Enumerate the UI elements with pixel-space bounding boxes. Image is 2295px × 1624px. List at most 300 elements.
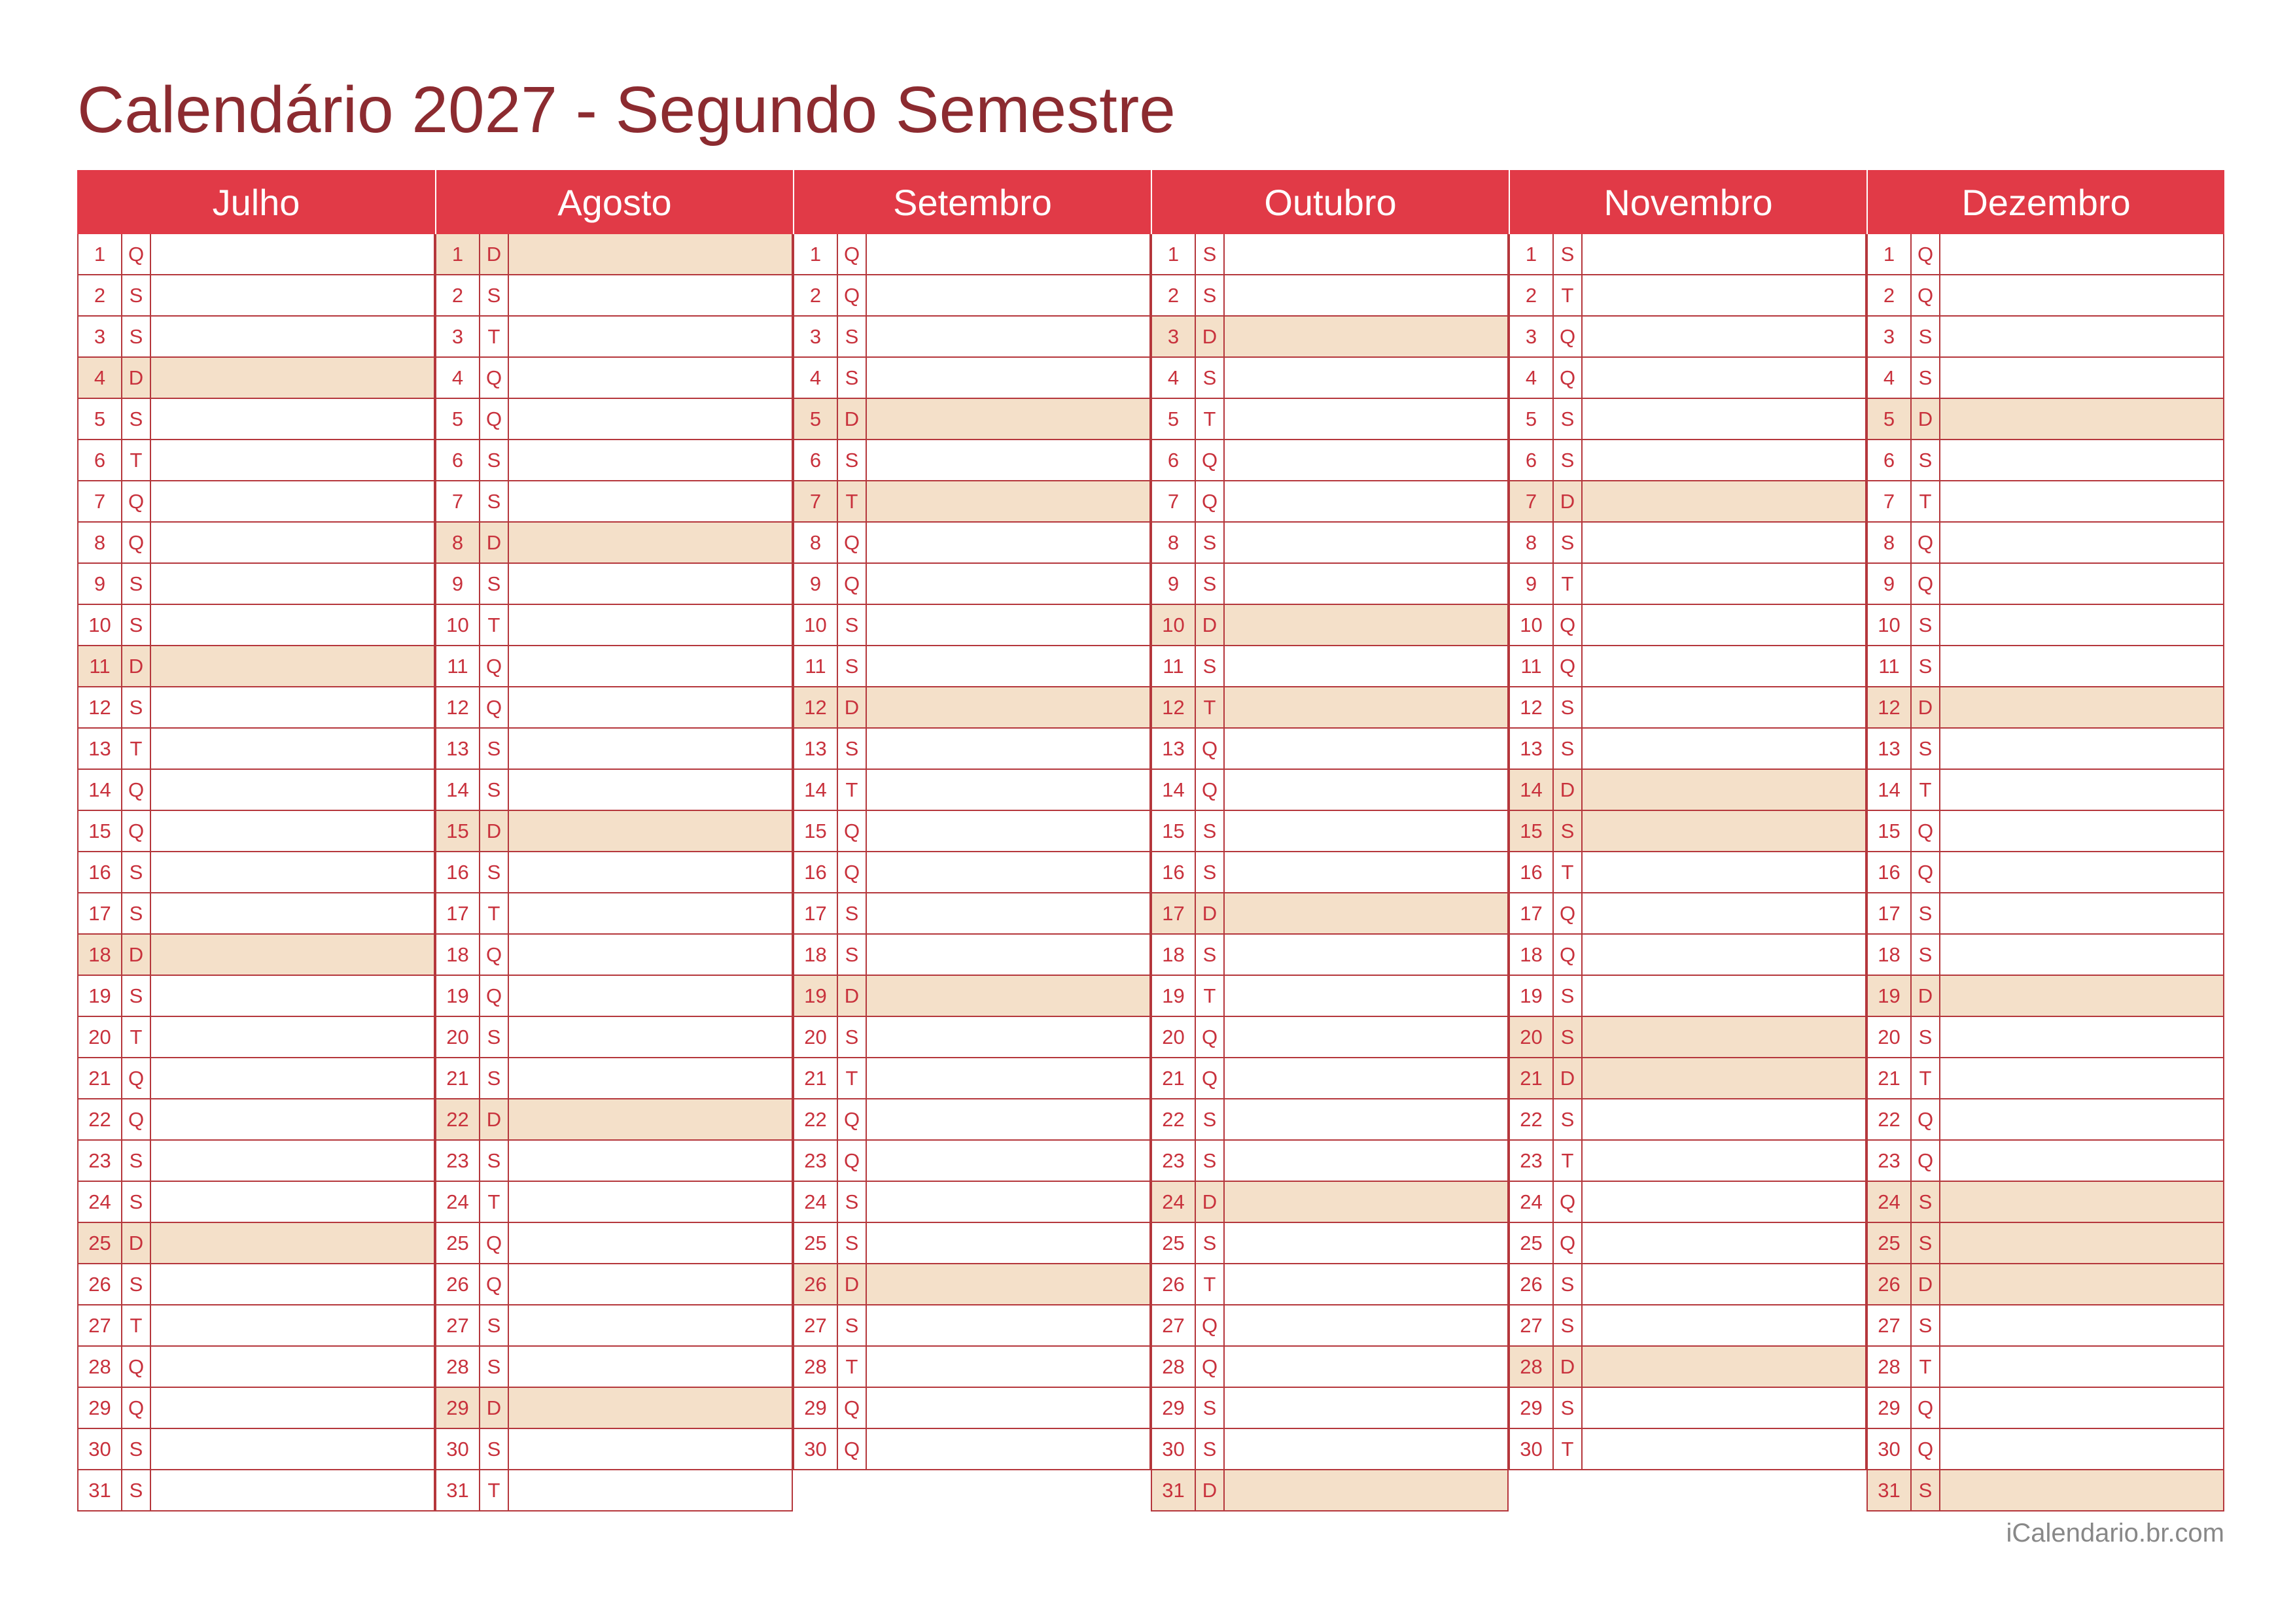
- note-space: [1940, 1058, 2223, 1098]
- day-number: 5: [79, 399, 122, 439]
- note-space: [1940, 893, 2223, 933]
- weekday-letter: S: [1912, 1017, 1940, 1057]
- day-row: [793, 687, 1151, 729]
- weekday-letter: S: [122, 564, 151, 604]
- day-number: 7: [794, 481, 838, 521]
- weekday-letter: Q: [1912, 1141, 1940, 1181]
- weekday-letter: Q: [1196, 1305, 1225, 1345]
- note-space: [151, 1058, 434, 1098]
- weekday-letter: S: [480, 1141, 509, 1181]
- weekday-letter: D: [838, 1264, 867, 1304]
- weekday-letter: Q: [1196, 1017, 1225, 1057]
- day-number: 28: [1868, 1347, 1912, 1387]
- weekday-letter: T: [122, 440, 151, 480]
- day-number: 29: [79, 1388, 122, 1428]
- day-row: [793, 1347, 1151, 1388]
- weekday-letter: Q: [1196, 729, 1225, 769]
- weekday-letter: Q: [122, 481, 151, 521]
- note-space: [1940, 1264, 2223, 1304]
- day-number: 5: [1868, 399, 1912, 439]
- note-space: [509, 770, 792, 810]
- day-number: 29: [1152, 1388, 1196, 1428]
- weekday-letter: Q: [1912, 811, 1940, 851]
- note-space: [151, 893, 434, 933]
- day-row: [793, 1223, 1151, 1264]
- weekday-letter: Q: [1554, 646, 1583, 686]
- day-row: [77, 1182, 435, 1223]
- weekday-letter: Q: [1912, 852, 1940, 892]
- day-number: 14: [436, 770, 480, 810]
- day-number: 19: [1152, 976, 1196, 1016]
- day-row: [435, 605, 793, 646]
- day-number: 4: [1152, 358, 1196, 398]
- day-row: [435, 770, 793, 811]
- weekday-letter: T: [1912, 1347, 1940, 1387]
- note-space: [867, 399, 1149, 439]
- day-number: 21: [79, 1058, 122, 1098]
- note-space: [867, 770, 1149, 810]
- day-number: 30: [436, 1429, 480, 1469]
- weekday-letter: Q: [1554, 893, 1583, 933]
- day-number: 19: [794, 976, 838, 1016]
- day-row: [1151, 687, 1509, 729]
- day-number: 27: [436, 1305, 480, 1345]
- day-number: 26: [1868, 1264, 1912, 1304]
- weekday-letter: Q: [838, 1429, 867, 1469]
- note-space: [1225, 564, 1507, 604]
- weekday-letter: D: [1196, 317, 1225, 356]
- weekday-letter: S: [1912, 317, 1940, 356]
- weekday-letter: D: [480, 234, 509, 274]
- note-space: [1583, 523, 1865, 562]
- weekday-letter: S: [480, 729, 509, 769]
- note-space: [1583, 440, 1865, 480]
- note-space: [1583, 976, 1865, 1016]
- day-number: 20: [1510, 1017, 1554, 1057]
- day-row: [435, 976, 793, 1017]
- day-number: 29: [794, 1388, 838, 1428]
- day-number: 22: [1868, 1099, 1912, 1139]
- note-space: [867, 234, 1149, 274]
- day-number: 30: [1868, 1429, 1912, 1469]
- weekday-letter: S: [838, 1017, 867, 1057]
- weekday-letter: S: [122, 605, 151, 645]
- day-row: [1151, 729, 1509, 770]
- weekday-letter: S: [1196, 523, 1225, 562]
- note-space: [867, 1388, 1149, 1428]
- weekday-letter: Q: [1912, 1388, 1940, 1428]
- day-row: [1866, 399, 2224, 440]
- month-header: Setembro: [793, 170, 1151, 234]
- day-number: 17: [1510, 893, 1554, 933]
- day-number: 3: [1152, 317, 1196, 356]
- note-space: [1583, 1429, 1865, 1469]
- day-row: [1509, 399, 1866, 440]
- day-row: [1151, 1017, 1509, 1058]
- day-number: 24: [79, 1182, 122, 1222]
- day-row: [1866, 523, 2224, 564]
- day-row: [1866, 275, 2224, 317]
- note-space: [509, 1099, 792, 1139]
- day-number: 17: [436, 893, 480, 933]
- day-row: [1151, 893, 1509, 935]
- weekday-letter: Q: [1912, 234, 1940, 274]
- weekday-letter: S: [480, 770, 509, 810]
- weekday-letter: Q: [122, 811, 151, 851]
- note-space: [1225, 358, 1507, 398]
- calendar-grid: [77, 170, 2224, 1512]
- weekday-letter: Q: [1554, 935, 1583, 975]
- day-number: 11: [1152, 646, 1196, 686]
- note-space: [867, 852, 1149, 892]
- note-space: [509, 1264, 792, 1304]
- weekday-letter: D: [1912, 399, 1940, 439]
- day-row: [793, 646, 1151, 687]
- day-row: [435, 1017, 793, 1058]
- day-number: 1: [79, 234, 122, 274]
- note-space: [867, 1141, 1149, 1181]
- day-number: 15: [794, 811, 838, 851]
- day-row: [435, 1429, 793, 1470]
- day-row: [1509, 811, 1866, 852]
- weekday-letter: Q: [1196, 481, 1225, 521]
- weekday-letter: S: [122, 687, 151, 727]
- note-space: [509, 893, 792, 933]
- day-number: 17: [1152, 893, 1196, 933]
- day-row: [1866, 1264, 2224, 1305]
- day-number: 30: [1152, 1429, 1196, 1469]
- day-number: 28: [1152, 1347, 1196, 1387]
- day-row: [1151, 770, 1509, 811]
- day-row: [1151, 1388, 1509, 1429]
- day-number: 16: [1868, 852, 1912, 892]
- day-number: 21: [1152, 1058, 1196, 1098]
- day-row: [1151, 1182, 1509, 1223]
- note-space: [1225, 646, 1507, 686]
- weekday-letter: S: [480, 440, 509, 480]
- note-space: [509, 976, 792, 1016]
- day-number: 6: [1510, 440, 1554, 480]
- month-column: [1509, 170, 1866, 1512]
- weekday-letter: D: [1554, 770, 1583, 810]
- month-column: [1151, 170, 1509, 1512]
- weekday-letter: D: [1196, 893, 1225, 933]
- day-row: [793, 1058, 1151, 1099]
- day-row: [1866, 317, 2224, 358]
- note-space: [509, 935, 792, 975]
- note-space: [1940, 234, 2223, 274]
- day-number: 18: [794, 935, 838, 975]
- note-space: [867, 440, 1149, 480]
- day-row: [77, 1223, 435, 1264]
- weekday-letter: S: [480, 564, 509, 604]
- day-row: [1509, 1099, 1866, 1141]
- note-space: [1583, 399, 1865, 439]
- note-space: [1583, 729, 1865, 769]
- day-row: [435, 935, 793, 976]
- day-row: [435, 234, 793, 275]
- weekday-letter: S: [838, 605, 867, 645]
- day-number: 24: [1152, 1182, 1196, 1222]
- day-row: [1509, 1388, 1866, 1429]
- note-space: [151, 275, 434, 315]
- weekday-letter: S: [838, 440, 867, 480]
- day-number: 5: [794, 399, 838, 439]
- weekday-letter: Q: [122, 523, 151, 562]
- day-number: 25: [1868, 1223, 1912, 1263]
- day-number: 2: [79, 275, 122, 315]
- day-row: [435, 852, 793, 893]
- note-space: [867, 605, 1149, 645]
- weekday-letter: S: [838, 1182, 867, 1222]
- note-space: [151, 234, 434, 274]
- day-number: 27: [1510, 1305, 1554, 1345]
- weekday-letter: S: [1912, 1470, 1940, 1510]
- day-row: [793, 1182, 1151, 1223]
- day-number: 22: [436, 1099, 480, 1139]
- day-number: 18: [1510, 935, 1554, 975]
- note-space: [151, 1182, 434, 1222]
- day-row: [1509, 1141, 1866, 1182]
- weekday-letter: T: [1912, 770, 1940, 810]
- day-number: 12: [1152, 687, 1196, 727]
- note-space: [1940, 935, 2223, 975]
- day-number: 17: [1868, 893, 1912, 933]
- day-row: [793, 1305, 1151, 1347]
- note-space: [1583, 1058, 1865, 1098]
- day-number: 17: [794, 893, 838, 933]
- note-space: [1583, 770, 1865, 810]
- day-number: 10: [1868, 605, 1912, 645]
- day-row: [435, 687, 793, 729]
- day-row: [435, 1388, 793, 1429]
- note-space: [151, 1347, 434, 1387]
- note-space: [509, 1347, 792, 1387]
- day-row: [77, 234, 435, 275]
- day-row: [1151, 1223, 1509, 1264]
- day-row: [435, 317, 793, 358]
- day-number: 13: [1152, 729, 1196, 769]
- day-number: 9: [436, 564, 480, 604]
- weekday-letter: S: [1196, 646, 1225, 686]
- day-number: 20: [794, 1017, 838, 1057]
- day-row: [793, 523, 1151, 564]
- note-space: [1225, 275, 1507, 315]
- day-row: [77, 1264, 435, 1305]
- weekday-letter: Q: [122, 1099, 151, 1139]
- note-space: [1940, 523, 2223, 562]
- note-space: [509, 564, 792, 604]
- note-space: [1583, 275, 1865, 315]
- day-row: [1866, 1388, 2224, 1429]
- day-number: 15: [1152, 811, 1196, 851]
- weekday-letter: D: [122, 935, 151, 975]
- weekday-letter: Q: [1196, 1058, 1225, 1098]
- day-number: 21: [794, 1058, 838, 1098]
- day-number: 2: [1152, 275, 1196, 315]
- note-space: [151, 605, 434, 645]
- day-row: [1509, 1223, 1866, 1264]
- weekday-letter: S: [1196, 1141, 1225, 1181]
- note-space: [1225, 481, 1507, 521]
- weekday-letter: D: [122, 646, 151, 686]
- note-space: [509, 358, 792, 398]
- note-space: [1583, 1305, 1865, 1345]
- day-row: [77, 440, 435, 481]
- month-header: Dezembro: [1866, 170, 2224, 234]
- weekday-letter: Q: [122, 1058, 151, 1098]
- weekday-letter: S: [480, 1347, 509, 1387]
- note-space: [151, 564, 434, 604]
- day-number: 6: [794, 440, 838, 480]
- day-number: 22: [1510, 1099, 1554, 1139]
- day-row: [77, 770, 435, 811]
- note-space: [1583, 1099, 1865, 1139]
- note-space: [1940, 852, 2223, 892]
- day-number: 1: [1152, 234, 1196, 274]
- note-space: [1225, 852, 1507, 892]
- day-row: [793, 399, 1151, 440]
- note-space: [867, 935, 1149, 975]
- day-number: 16: [436, 852, 480, 892]
- weekday-letter: Q: [1196, 440, 1225, 480]
- day-row: [1866, 1058, 2224, 1099]
- day-row: [1509, 1182, 1866, 1223]
- weekday-letter: S: [122, 275, 151, 315]
- day-number: 2: [794, 275, 838, 315]
- day-row: [793, 1388, 1151, 1429]
- day-number: 30: [794, 1429, 838, 1469]
- day-row: [77, 852, 435, 893]
- day-row: [1151, 399, 1509, 440]
- note-space: [1225, 605, 1507, 645]
- weekday-letter: S: [1196, 1099, 1225, 1139]
- day-row: [1151, 1058, 1509, 1099]
- day-number: 11: [436, 646, 480, 686]
- weekday-letter: D: [122, 1223, 151, 1263]
- day-number: 16: [79, 852, 122, 892]
- note-space: [151, 1099, 434, 1139]
- weekday-letter: S: [1554, 1305, 1583, 1345]
- note-space: [867, 1223, 1149, 1263]
- day-number: 21: [436, 1058, 480, 1098]
- day-row: [77, 564, 435, 605]
- weekday-letter: S: [1554, 729, 1583, 769]
- day-row: [1509, 234, 1866, 275]
- day-row: [1866, 234, 2224, 275]
- weekday-letter: Q: [1554, 605, 1583, 645]
- day-number: 23: [79, 1141, 122, 1181]
- weekday-letter: D: [1554, 1058, 1583, 1098]
- day-row: [1509, 770, 1866, 811]
- day-number: 12: [1510, 687, 1554, 727]
- weekday-letter: S: [1912, 440, 1940, 480]
- day-number: 8: [79, 523, 122, 562]
- day-number: 29: [436, 1388, 480, 1428]
- note-space: [867, 564, 1149, 604]
- note-space: [1940, 1347, 2223, 1387]
- day-row: [77, 1470, 435, 1512]
- weekday-letter: Q: [838, 275, 867, 315]
- note-space: [151, 399, 434, 439]
- day-row: [1151, 646, 1509, 687]
- weekday-letter: D: [480, 523, 509, 562]
- note-space: [1940, 811, 2223, 851]
- day-row: [435, 1305, 793, 1347]
- day-number: 26: [1152, 1264, 1196, 1304]
- weekday-letter: S: [122, 1470, 151, 1510]
- day-row: [1866, 770, 2224, 811]
- weekday-letter: Q: [480, 1223, 509, 1263]
- day-number: 25: [79, 1223, 122, 1263]
- day-number: 13: [1510, 729, 1554, 769]
- note-space: [1940, 646, 2223, 686]
- weekday-letter: D: [480, 1099, 509, 1139]
- weekday-letter: S: [1196, 1388, 1225, 1428]
- weekday-letter: S: [122, 893, 151, 933]
- day-number: 30: [1510, 1429, 1554, 1469]
- day-number: 26: [436, 1264, 480, 1304]
- note-space: [1940, 1305, 2223, 1345]
- day-row: [1509, 358, 1866, 399]
- day-number: 23: [1510, 1141, 1554, 1181]
- day-row: [435, 729, 793, 770]
- note-space: [151, 687, 434, 727]
- day-number: 15: [1868, 811, 1912, 851]
- note-space: [509, 1141, 792, 1181]
- day-number: 14: [79, 770, 122, 810]
- day-number: 10: [794, 605, 838, 645]
- weekday-letter: S: [838, 646, 867, 686]
- day-number: 4: [79, 358, 122, 398]
- weekday-letter: Q: [122, 234, 151, 274]
- day-row: [1866, 1141, 2224, 1182]
- day-number: 24: [436, 1182, 480, 1222]
- day-number: 3: [79, 317, 122, 356]
- note-space: [1225, 1017, 1507, 1057]
- day-row: [77, 1099, 435, 1141]
- day-row: [1866, 1017, 2224, 1058]
- day-row: [77, 523, 435, 564]
- day-row: [435, 1058, 793, 1099]
- day-row: [1151, 1429, 1509, 1470]
- day-row: [1509, 1058, 1866, 1099]
- weekday-letter: D: [838, 687, 867, 727]
- day-row: [1866, 1182, 2224, 1223]
- day-number: 1: [1868, 234, 1912, 274]
- day-row: [1509, 687, 1866, 729]
- weekday-letter: Q: [1554, 358, 1583, 398]
- weekday-letter: T: [1196, 976, 1225, 1016]
- note-space: [151, 1223, 434, 1263]
- day-row: [793, 729, 1151, 770]
- note-space: [1225, 1141, 1507, 1181]
- day-row: [1151, 1264, 1509, 1305]
- note-space: [509, 687, 792, 727]
- day-number: 7: [436, 481, 480, 521]
- weekday-letter: D: [480, 1388, 509, 1428]
- weekday-letter: S: [1554, 440, 1583, 480]
- weekday-letter: Q: [838, 1388, 867, 1428]
- day-number: 15: [79, 811, 122, 851]
- weekday-letter: D: [838, 399, 867, 439]
- day-number: 28: [794, 1347, 838, 1387]
- day-row: [1151, 481, 1509, 523]
- note-space: [151, 770, 434, 810]
- day-row: [1509, 564, 1866, 605]
- day-row: [1151, 1141, 1509, 1182]
- day-row: [1151, 523, 1509, 564]
